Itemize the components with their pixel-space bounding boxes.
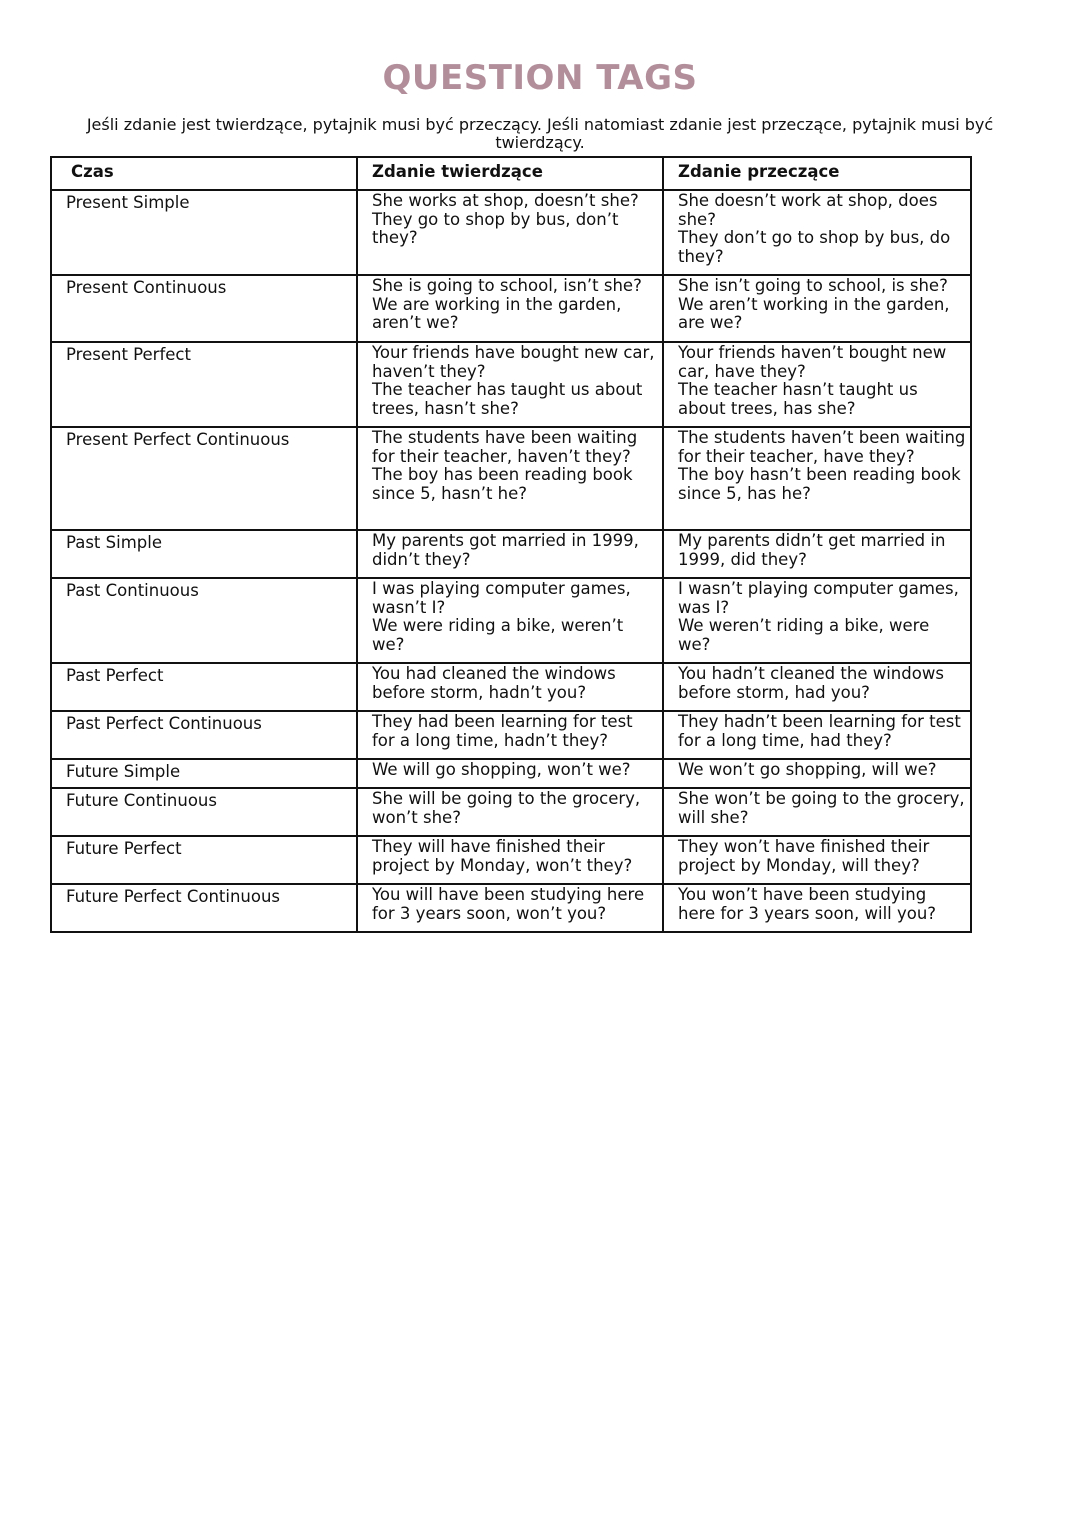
negative-cell xyxy=(663,578,971,663)
example-sentence: They won’t have finished their project by Monday, will they? xyxy=(678,837,930,875)
tense-cell: Future Perfect Continuous xyxy=(51,884,357,932)
tense-cell: Future Simple xyxy=(51,759,357,788)
positive-cell xyxy=(357,711,663,759)
negative-cell xyxy=(663,788,971,836)
positive-cell xyxy=(357,275,663,342)
negative-cell xyxy=(663,342,971,427)
tense-cell: Future Perfect xyxy=(51,836,357,884)
example-sentence: My parents didn’t get married in 1999, did they? xyxy=(678,531,946,569)
example-sentence: My parents got married in 1999, didn’t they? xyxy=(372,531,639,569)
table-row xyxy=(51,759,971,788)
table-row xyxy=(51,190,971,275)
positive-cell xyxy=(357,342,663,427)
example-sentence: The teacher has taught us about trees, hasn’t she? xyxy=(372,380,643,418)
tense-cell: Past Simple xyxy=(51,530,357,578)
example-sentence: The boy hasn’t been reading book since 5, has he? xyxy=(678,465,961,503)
example-sentence: I wasn’t playing computer games, was I? xyxy=(678,579,959,617)
table-row xyxy=(51,530,971,578)
example-sentence: The boy has been reading book since 5, hasn’t he? xyxy=(372,465,633,503)
positive-cell xyxy=(357,836,663,884)
tense-cell: Past Perfect Continuous xyxy=(51,711,357,759)
table-row xyxy=(51,578,971,663)
table-row xyxy=(51,342,971,427)
table-row xyxy=(51,788,971,836)
example-sentence: You will have been studying here for 3 years soon, won’t you? xyxy=(372,885,645,923)
positive-cell xyxy=(357,427,663,530)
positive-cell xyxy=(357,884,663,932)
positive-cell xyxy=(357,663,663,711)
example-sentence: They don’t go to shop by bus, do they? xyxy=(678,228,951,266)
negative-cell xyxy=(663,190,971,275)
positive-cell xyxy=(357,788,663,836)
example-sentence: She doesn’t work at shop, does she? xyxy=(678,191,938,229)
positive-cell xyxy=(357,530,663,578)
table-row xyxy=(51,884,971,932)
positive-cell xyxy=(357,578,663,663)
negative-cell xyxy=(663,427,971,530)
example-sentence: She isn’t going to school, is she? xyxy=(678,276,948,295)
example-sentence: Your friends haven’t bought new car, have they? xyxy=(678,343,947,381)
negative-cell xyxy=(663,663,971,711)
example-sentence: She will be going to the grocery, won’t she? xyxy=(372,789,641,827)
example-sentence: The teacher hasn’t taught us about trees, has she? xyxy=(678,380,918,418)
example-sentence: We were riding a bike, weren’t we? xyxy=(372,616,624,654)
tense-cell: Future Continuous xyxy=(51,788,357,836)
positive-cell xyxy=(357,190,663,275)
table-row xyxy=(51,663,971,711)
positive-cell xyxy=(357,759,663,788)
example-sentence: We will go shopping, won’t we? xyxy=(372,760,631,779)
example-sentence: You had cleaned the windows before storm, hadn’t you? xyxy=(372,664,616,702)
example-sentence: You hadn’t cleaned the windows before storm, had you? xyxy=(678,664,944,702)
example-sentence: We weren’t riding a bike, were we? xyxy=(678,616,930,654)
negative-cell xyxy=(663,275,971,342)
example-sentence: You won’t have been studying here for 3 years soon, will you? xyxy=(678,885,937,923)
example-sentence: We won’t go shopping, will we? xyxy=(678,760,937,779)
table-row xyxy=(51,275,971,342)
tense-cell: Present Continuous xyxy=(51,275,357,342)
table-row xyxy=(51,427,971,530)
example-sentence: The students have been waiting for their teacher, haven’t they? xyxy=(372,428,638,466)
example-sentence: I was playing computer games, wasn’t I? xyxy=(372,579,631,617)
tense-cell: Present Perfect Continuous xyxy=(51,427,357,530)
example-sentence: We aren’t working in the garden, are we? xyxy=(678,294,950,332)
example-sentence: Your friends have bought new car, haven’t they? xyxy=(372,343,655,381)
tense-cell: Present Perfect xyxy=(51,342,357,427)
example-sentence: They go to shop by bus, don’t they? xyxy=(372,209,619,247)
header-czas: Czas xyxy=(51,157,357,190)
example-sentence: They had been learning for test for a long time, hadn’t they? xyxy=(372,712,633,750)
negative-cell xyxy=(663,530,971,578)
table-header-row xyxy=(51,157,971,190)
negative-cell xyxy=(663,711,971,759)
negative-cell xyxy=(663,836,971,884)
header-negative: Zdanie przeczące xyxy=(663,157,971,190)
negative-cell xyxy=(663,884,971,932)
example-sentence: They will have finished their project by Monday, won’t they? xyxy=(372,837,633,875)
table-row xyxy=(51,836,971,884)
intro-text: Jeśli zdanie jest twierdzące, pytajnik musi być przeczący. Jeśli natomiast zdanie jest przeczące, pytajnik musi być twierdzący. xyxy=(86,115,994,152)
tense-cell: Present Simple xyxy=(51,190,357,275)
tense-cell: Past Continuous xyxy=(51,578,357,663)
example-sentence: They hadn’t been learning for test for a long time, had they? xyxy=(678,712,961,750)
table-row xyxy=(51,711,971,759)
page-title: QUESTION TAGS xyxy=(382,58,698,98)
question-tags-table xyxy=(50,156,972,933)
example-sentence: She works at shop, doesn’t she? xyxy=(372,191,639,210)
example-sentence: The students haven’t been waiting for their teacher, have they? xyxy=(678,428,966,466)
tense-cell: Past Perfect xyxy=(51,663,357,711)
negative-cell xyxy=(663,759,971,788)
header-positive: Zdanie twierdzące xyxy=(357,157,663,190)
example-sentence: She won’t be going to the grocery, will she? xyxy=(678,789,965,827)
example-sentence: She is going to school, isn’t she? xyxy=(372,276,642,295)
example-sentence: We are working in the garden, aren’t we? xyxy=(372,294,622,332)
